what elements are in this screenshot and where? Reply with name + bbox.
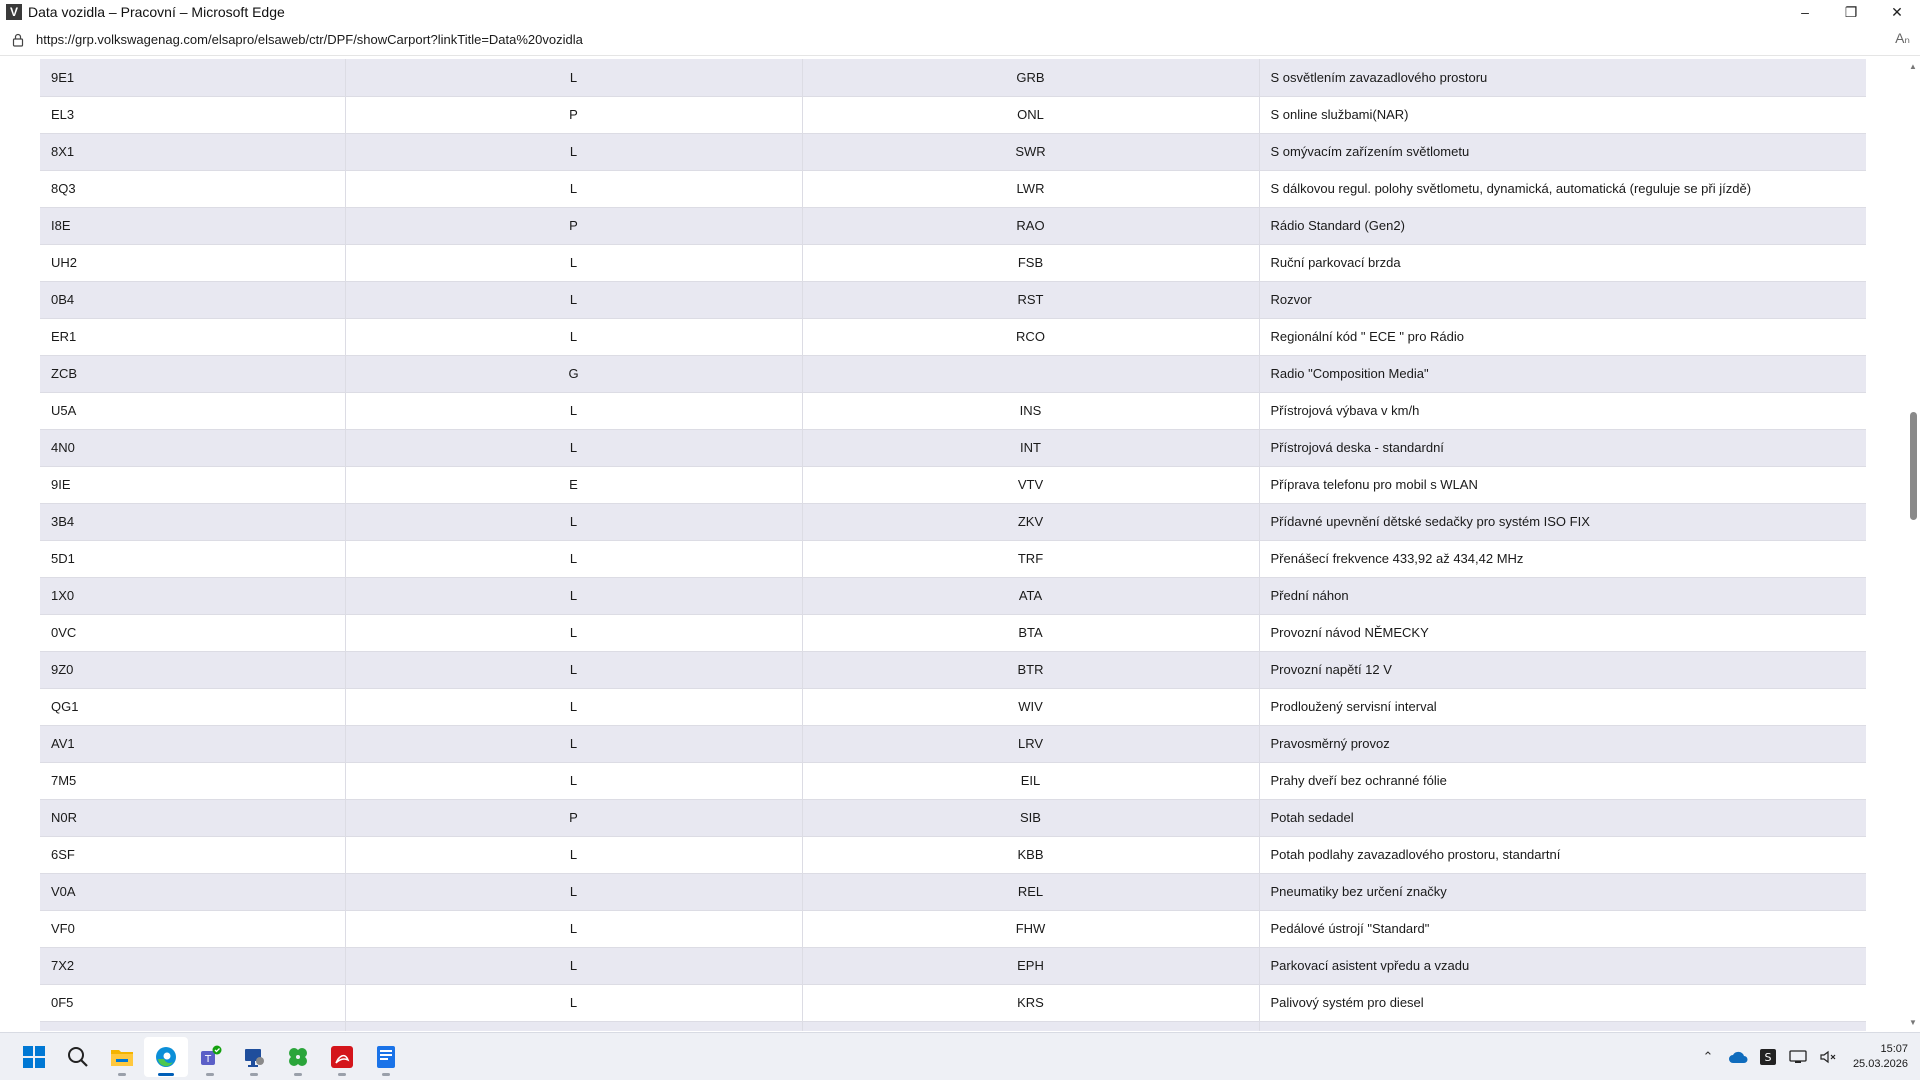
group-cell: WIV bbox=[802, 688, 1259, 725]
description-cell: Provozní návod NĚMECKY bbox=[1259, 614, 1866, 651]
description-cell: Přístrojová výbava v km/h bbox=[1259, 392, 1866, 429]
description-cell: Přední náhon bbox=[1259, 577, 1866, 614]
family-cell: L bbox=[345, 725, 802, 762]
table-row bbox=[40, 133, 1866, 170]
description-cell: Prodloužený servisní interval bbox=[1259, 688, 1866, 725]
family-cell: L bbox=[345, 503, 802, 540]
group-cell: TRF bbox=[802, 540, 1259, 577]
maximize-button[interactable]: ❐ bbox=[1844, 3, 1858, 20]
vehicle-data-table bbox=[40, 59, 1866, 1031]
family-cell: L bbox=[345, 836, 802, 873]
group-cell: SIB bbox=[802, 799, 1259, 836]
description-cell: Regionální kód " ECE " pro Rádio bbox=[1259, 318, 1866, 355]
equipment-code-cell: V0A bbox=[40, 873, 345, 910]
group-cell: GRB bbox=[802, 59, 1259, 96]
family-cell: L bbox=[345, 133, 802, 170]
family-cell: L bbox=[345, 281, 802, 318]
minimize-button[interactable]: – bbox=[1801, 4, 1809, 20]
group-cell: FSB bbox=[802, 244, 1259, 281]
equipment-code-cell: 1X0 bbox=[40, 577, 345, 614]
description-cell: Rádio Standard (Gen2) bbox=[1259, 207, 1866, 244]
address-bar bbox=[0, 24, 1920, 56]
group-cell: REL bbox=[802, 873, 1259, 910]
group-cell: ATA bbox=[802, 577, 1259, 614]
description-cell: Přídavné upevnění dětské sedačky pro systém ISO FIX bbox=[1259, 503, 1866, 540]
title-bar bbox=[0, 0, 1920, 24]
table-row bbox=[40, 429, 1866, 466]
group-cell: SWR bbox=[802, 133, 1259, 170]
table-row bbox=[40, 96, 1866, 133]
family-cell: L bbox=[345, 947, 802, 984]
equipment-code-cell: VF0 bbox=[40, 910, 345, 947]
description-cell: S dálkovou regul. polohy světlometu, dynamická, automatická (reguluje se při jízdě) bbox=[1259, 170, 1866, 207]
table-row bbox=[40, 984, 1866, 1021]
family-cell: L bbox=[345, 577, 802, 614]
group-cell: BTA bbox=[802, 614, 1259, 651]
equipment-code-cell: 0F5 bbox=[40, 984, 345, 1021]
description-cell: Parkovací asistent vpředu a vzadu bbox=[1259, 947, 1866, 984]
equipment-code-cell: UH2 bbox=[40, 244, 345, 281]
table-row bbox=[40, 466, 1866, 503]
equipment-code-cell: 7M5 bbox=[40, 762, 345, 799]
family-cell: L bbox=[345, 873, 802, 910]
table-row bbox=[40, 688, 1866, 725]
edge-icon[interactable] bbox=[144, 1037, 188, 1077]
vertical-scrollbar[interactable] bbox=[1906, 57, 1920, 1031]
family-cell bbox=[345, 1021, 802, 1031]
equipment-code-cell: 8Q3 bbox=[40, 170, 345, 207]
description-cell: S osvětlením zavazadlového prostoru bbox=[1259, 59, 1866, 96]
equipment-code-cell: 8X1 bbox=[40, 133, 345, 170]
close-button[interactable]: ✕ bbox=[1891, 3, 1903, 20]
group-cell: EIL bbox=[802, 762, 1259, 799]
group-cell: RAO bbox=[802, 207, 1259, 244]
group-cell bbox=[802, 355, 1259, 392]
equipment-code-cell: QG1 bbox=[40, 688, 345, 725]
group-cell: RST bbox=[802, 281, 1259, 318]
description-cell: S online službami(NAR) bbox=[1259, 96, 1866, 133]
table-row bbox=[40, 392, 1866, 429]
read-aloud-icon[interactable]: Aₙ bbox=[1895, 30, 1910, 46]
svg-text:T: T bbox=[204, 1053, 212, 1065]
file-explorer-icon[interactable] bbox=[100, 1037, 144, 1077]
scroll-thumb[interactable] bbox=[1910, 412, 1917, 520]
taskbar bbox=[0, 1032, 1920, 1080]
equipment-code-cell: ER1 bbox=[40, 318, 345, 355]
equipment-code-cell: 7X2 bbox=[40, 947, 345, 984]
remote-desktop-icon[interactable] bbox=[232, 1037, 276, 1077]
description-cell: Pneumatiky bez určení značky bbox=[1259, 873, 1866, 910]
window-title: Data vozidla – Pracovní – Microsoft Edge bbox=[28, 4, 285, 20]
description-cell: Příprava telefonu pro mobil s WLAN bbox=[1259, 466, 1866, 503]
description-cell: Radio "Composition Media" bbox=[1259, 355, 1866, 392]
family-cell: L bbox=[345, 392, 802, 429]
group-cell: ONL bbox=[802, 96, 1259, 133]
equipment-code-cell: U5A bbox=[40, 392, 345, 429]
table-row bbox=[40, 207, 1866, 244]
table-row bbox=[40, 170, 1866, 207]
running-indicator bbox=[382, 1073, 390, 1076]
window-controls bbox=[1782, 0, 1920, 24]
group-cell: LRV bbox=[802, 725, 1259, 762]
equipment-code-cell: ZCB bbox=[40, 355, 345, 392]
table-row bbox=[40, 1021, 1866, 1031]
teams-icon[interactable] bbox=[188, 1037, 232, 1077]
family-cell: L bbox=[345, 688, 802, 725]
running-indicator bbox=[118, 1073, 126, 1076]
group-cell: EPH bbox=[802, 947, 1259, 984]
description-cell: Pedálové ústrojí "Standard" bbox=[1259, 910, 1866, 947]
tray-chevron-icon[interactable]: ⌃ bbox=[1702, 1049, 1714, 1064]
table-row bbox=[40, 799, 1866, 836]
equipment-code-cell: 5D1 bbox=[40, 540, 345, 577]
description-cell: Palivový systém pro diesel bbox=[1259, 984, 1866, 1021]
family-cell: G bbox=[345, 355, 802, 392]
description-cell: Pravosměrný provoz bbox=[1259, 725, 1866, 762]
group-cell: INS bbox=[802, 392, 1259, 429]
svg-text:S: S bbox=[1764, 1051, 1772, 1064]
volume-muted-icon[interactable] bbox=[1813, 1042, 1843, 1072]
table-row bbox=[40, 725, 1866, 762]
security-app-icon[interactable] bbox=[1753, 1042, 1783, 1072]
office-app-icon[interactable] bbox=[364, 1037, 408, 1077]
network-icon[interactable] bbox=[1783, 1042, 1813, 1072]
family-cell: E bbox=[345, 466, 802, 503]
group-cell: RCO bbox=[802, 318, 1259, 355]
description-cell: Prahy dveří bez ochranné fólie bbox=[1259, 762, 1866, 799]
active-indicator bbox=[158, 1073, 174, 1076]
scroll-up-arrow-icon[interactable]: ▲ bbox=[1909, 61, 1917, 71]
family-cell: L bbox=[345, 910, 802, 947]
table-row bbox=[40, 281, 1866, 318]
group-cell: BTR bbox=[802, 651, 1259, 688]
table-row bbox=[40, 873, 1866, 910]
description-cell: Potah sedadel bbox=[1259, 799, 1866, 836]
equipment-code-cell: 0VC bbox=[40, 614, 345, 651]
lock-icon[interactable] bbox=[8, 33, 28, 47]
windows-start-icon[interactable] bbox=[12, 1037, 56, 1077]
description-cell: Ruční parkovací brzda bbox=[1259, 244, 1866, 281]
running-indicator bbox=[250, 1073, 258, 1076]
table-row bbox=[40, 762, 1866, 799]
group-cell: KRS bbox=[802, 984, 1259, 1021]
running-indicator bbox=[294, 1073, 302, 1076]
onedrive-icon[interactable] bbox=[1723, 1042, 1753, 1072]
equipment-code-cell: 0B4 bbox=[40, 281, 345, 318]
family-cell: L bbox=[345, 540, 802, 577]
description-cell: Přenášecí frekvence 433,92 až 434,42 MHz bbox=[1259, 540, 1866, 577]
table-row bbox=[40, 836, 1866, 873]
url-field[interactable]: https://grp.volkswagenag.com/elsapro/elsaweb/ctr/DPF/showCarport?linkTitle=Data%20vozidla bbox=[36, 32, 583, 47]
table-row bbox=[40, 614, 1866, 651]
family-cell: L bbox=[345, 651, 802, 688]
equipment-code-cell: AV1 bbox=[40, 725, 345, 762]
search-icon[interactable] bbox=[56, 1037, 100, 1077]
group-cell: FHW bbox=[802, 910, 1259, 947]
description-cell: S omývacím zařízením světlometu bbox=[1259, 133, 1866, 170]
family-cell: P bbox=[345, 96, 802, 133]
running-indicator bbox=[206, 1073, 214, 1076]
family-cell: L bbox=[345, 59, 802, 96]
family-cell: L bbox=[345, 170, 802, 207]
acrobat-icon[interactable] bbox=[320, 1037, 364, 1077]
equipment-code-cell: 4N0 bbox=[40, 429, 345, 466]
family-cell: L bbox=[345, 984, 802, 1021]
table-row bbox=[40, 355, 1866, 392]
equipment-code-cell: N0R bbox=[40, 799, 345, 836]
family-cell: L bbox=[345, 614, 802, 651]
group-cell: ZKV bbox=[802, 503, 1259, 540]
running-indicator bbox=[338, 1073, 346, 1076]
equipment-code-cell: 3B4 bbox=[40, 503, 345, 540]
family-cell: L bbox=[345, 762, 802, 799]
equipment-code-cell: I8E bbox=[40, 207, 345, 244]
description-cell: Rozvor bbox=[1259, 281, 1866, 318]
description-cell: Přístrojová deska - standardní bbox=[1259, 429, 1866, 466]
vehicle-data-table-container bbox=[40, 59, 1866, 1031]
family-cell: L bbox=[345, 318, 802, 355]
app-logo-icon: V bbox=[6, 4, 22, 20]
table-row bbox=[40, 540, 1866, 577]
family-cell: P bbox=[345, 207, 802, 244]
system-tray bbox=[1693, 1033, 1908, 1081]
family-cell: L bbox=[345, 244, 802, 281]
table-row bbox=[40, 947, 1866, 984]
equipment-code-cell: EL3 bbox=[40, 96, 345, 133]
equipment-code-cell bbox=[40, 1021, 345, 1031]
description-cell: Provozní napětí 12 V bbox=[1259, 651, 1866, 688]
table-row bbox=[40, 503, 1866, 540]
scroll-down-arrow-icon[interactable]: ▼ bbox=[1909, 1017, 1917, 1027]
clock[interactable] bbox=[1853, 1042, 1908, 1072]
clock-time: 15:07 bbox=[1880, 1043, 1908, 1055]
group-cell: KBB bbox=[802, 836, 1259, 873]
group-cell: INT bbox=[802, 429, 1259, 466]
equipment-code-cell: 9E1 bbox=[40, 59, 345, 96]
table-row bbox=[40, 577, 1866, 614]
group-cell: VTV bbox=[802, 466, 1259, 503]
table-row bbox=[40, 318, 1866, 355]
table-row bbox=[40, 910, 1866, 947]
page-content bbox=[0, 57, 1920, 1031]
group-cell: LWR bbox=[802, 170, 1259, 207]
equipment-code-cell: 9IE bbox=[40, 466, 345, 503]
family-cell: P bbox=[345, 799, 802, 836]
clock-date: 25.03.2026 bbox=[1852, 1058, 1908, 1070]
description-cell bbox=[1259, 1021, 1866, 1031]
group-cell bbox=[802, 1021, 1259, 1031]
description-cell: Potah podlahy zavazadlového prostoru, standartní bbox=[1259, 836, 1866, 873]
equipment-code-cell: 9Z0 bbox=[40, 651, 345, 688]
table-row bbox=[40, 244, 1866, 281]
equipment-code-cell: 6SF bbox=[40, 836, 345, 873]
table-row bbox=[40, 59, 1866, 96]
clover-app-icon[interactable] bbox=[276, 1037, 320, 1077]
family-cell: L bbox=[345, 429, 802, 466]
table-row bbox=[40, 651, 1866, 688]
